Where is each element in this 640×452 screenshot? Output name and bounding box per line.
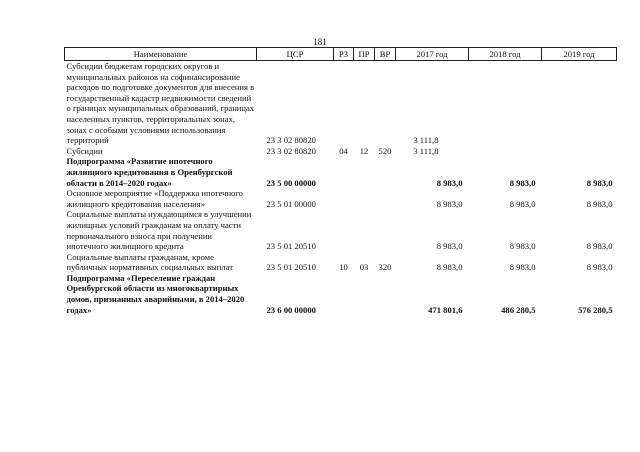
row-vr: 520 [378, 145, 392, 156]
header-rz: РЗ [334, 48, 354, 61]
row-2019: 8 983,0 [586, 177, 613, 188]
row-2017: 8 983,0 [436, 241, 463, 252]
header-name: Наименование [65, 48, 257, 61]
header-2019: 2019 год [542, 48, 617, 61]
table-row [65, 156, 617, 188]
row-rz [334, 273, 354, 315]
row-csr: 23 3 02 80820 [266, 135, 316, 146]
row-2017: 471 801,6 [428, 304, 463, 315]
row-pr [354, 61, 375, 146]
row-name: Подпрограмма «Переселение граждан Оренбургской области из многоквартирных домов, признанных аварийными, в 2014–2020 годах» [66, 272, 245, 315]
header-2017: 2017 год [396, 48, 469, 61]
row-name: Социальные выплаты гражданам, кроме публичных нормативных социальных выплат [66, 251, 234, 273]
row-vr [375, 273, 396, 315]
row-vr [375, 156, 396, 188]
row-2017: 3 111,8 [413, 135, 439, 146]
row-2019: 576 280,5 [578, 304, 613, 315]
row-csr: 23 6 00 00000 [266, 304, 316, 315]
row-rz: 04 [339, 145, 348, 156]
row-2018: 8 983,0 [509, 177, 536, 188]
header-vr: ВР [375, 48, 396, 61]
row-rz [334, 188, 354, 209]
row-csr: 23 5 00 00000 [266, 177, 316, 188]
page-number: 181 [313, 37, 327, 47]
table-header-row [65, 48, 617, 61]
header-csr: ЦСР [257, 48, 334, 61]
row-name: Субсидии [66, 145, 103, 156]
row-2019 [542, 146, 617, 157]
table-row [65, 252, 617, 273]
row-rz [334, 209, 354, 251]
row-pr [354, 273, 375, 315]
row-vr [375, 61, 396, 146]
row-rz: 10 [339, 262, 348, 273]
row-csr: 23 3 02 80820 [266, 145, 316, 156]
row-2017: 8 983,0 [436, 198, 463, 209]
row-rz [334, 61, 354, 146]
table-row [65, 61, 617, 146]
row-vr: 320 [378, 262, 392, 273]
budget-table [64, 47, 617, 315]
row-2018: 8 983,0 [509, 262, 536, 273]
header-2018: 2018 год [469, 48, 542, 61]
row-name: Подпрограмма «Развитие ипотечного жилищного кредитования в Оренбургской области в 2014–2020 годах» [66, 156, 233, 188]
row-2019: 8 983,0 [586, 241, 613, 252]
row-csr: 23 5 01 20510 [266, 241, 316, 252]
row-2019 [542, 61, 617, 146]
row-pr [354, 156, 375, 188]
row-2019: 8 983,0 [586, 262, 613, 273]
row-name: Социальные выплаты нуждающимся в улучшении жилищных условий гражданам на оплату части первоначального взноса при получении ипотечного жилищного кредита [66, 209, 252, 252]
row-2019: 8 983,0 [586, 198, 613, 209]
row-2018: 486 280,5 [501, 304, 536, 315]
row-csr: 23 5 01 20510 [266, 262, 316, 273]
row-2018: 8 983,0 [509, 241, 536, 252]
table-row [65, 209, 617, 251]
row-2018 [469, 146, 542, 157]
row-rz [334, 156, 354, 188]
row-vr [375, 209, 396, 251]
row-2018 [469, 61, 542, 146]
header-pr: ПР [354, 48, 375, 61]
table-row [65, 188, 617, 209]
row-2017: 8 983,0 [436, 262, 463, 273]
row-2017: 3 111,8 [413, 145, 439, 156]
row-csr: 23 5 01 00000 [266, 198, 316, 209]
row-2017: 8 983,0 [436, 177, 463, 188]
row-pr [354, 188, 375, 209]
row-name: Основное мероприятие «Поддержка ипотечного жилищного кредитования населения» [66, 188, 243, 209]
row-vr [375, 188, 396, 209]
row-pr [354, 209, 375, 251]
row-pr: 12 [359, 145, 369, 156]
table-row [65, 146, 617, 157]
row-name: Субсидии бюджетам городских округов и муниципальных районов на софинансирование расходов по подготовке документов для внесения в государственный кадастр недвижимости сведений о границах муниципальных образований, границах населенных пунктов, территориальных зонах, зонах с особыми условиями использования территорий [66, 61, 255, 146]
row-pr: 03 [359, 262, 369, 273]
table-row [65, 273, 617, 315]
row-2018: 8 983,0 [509, 198, 536, 209]
